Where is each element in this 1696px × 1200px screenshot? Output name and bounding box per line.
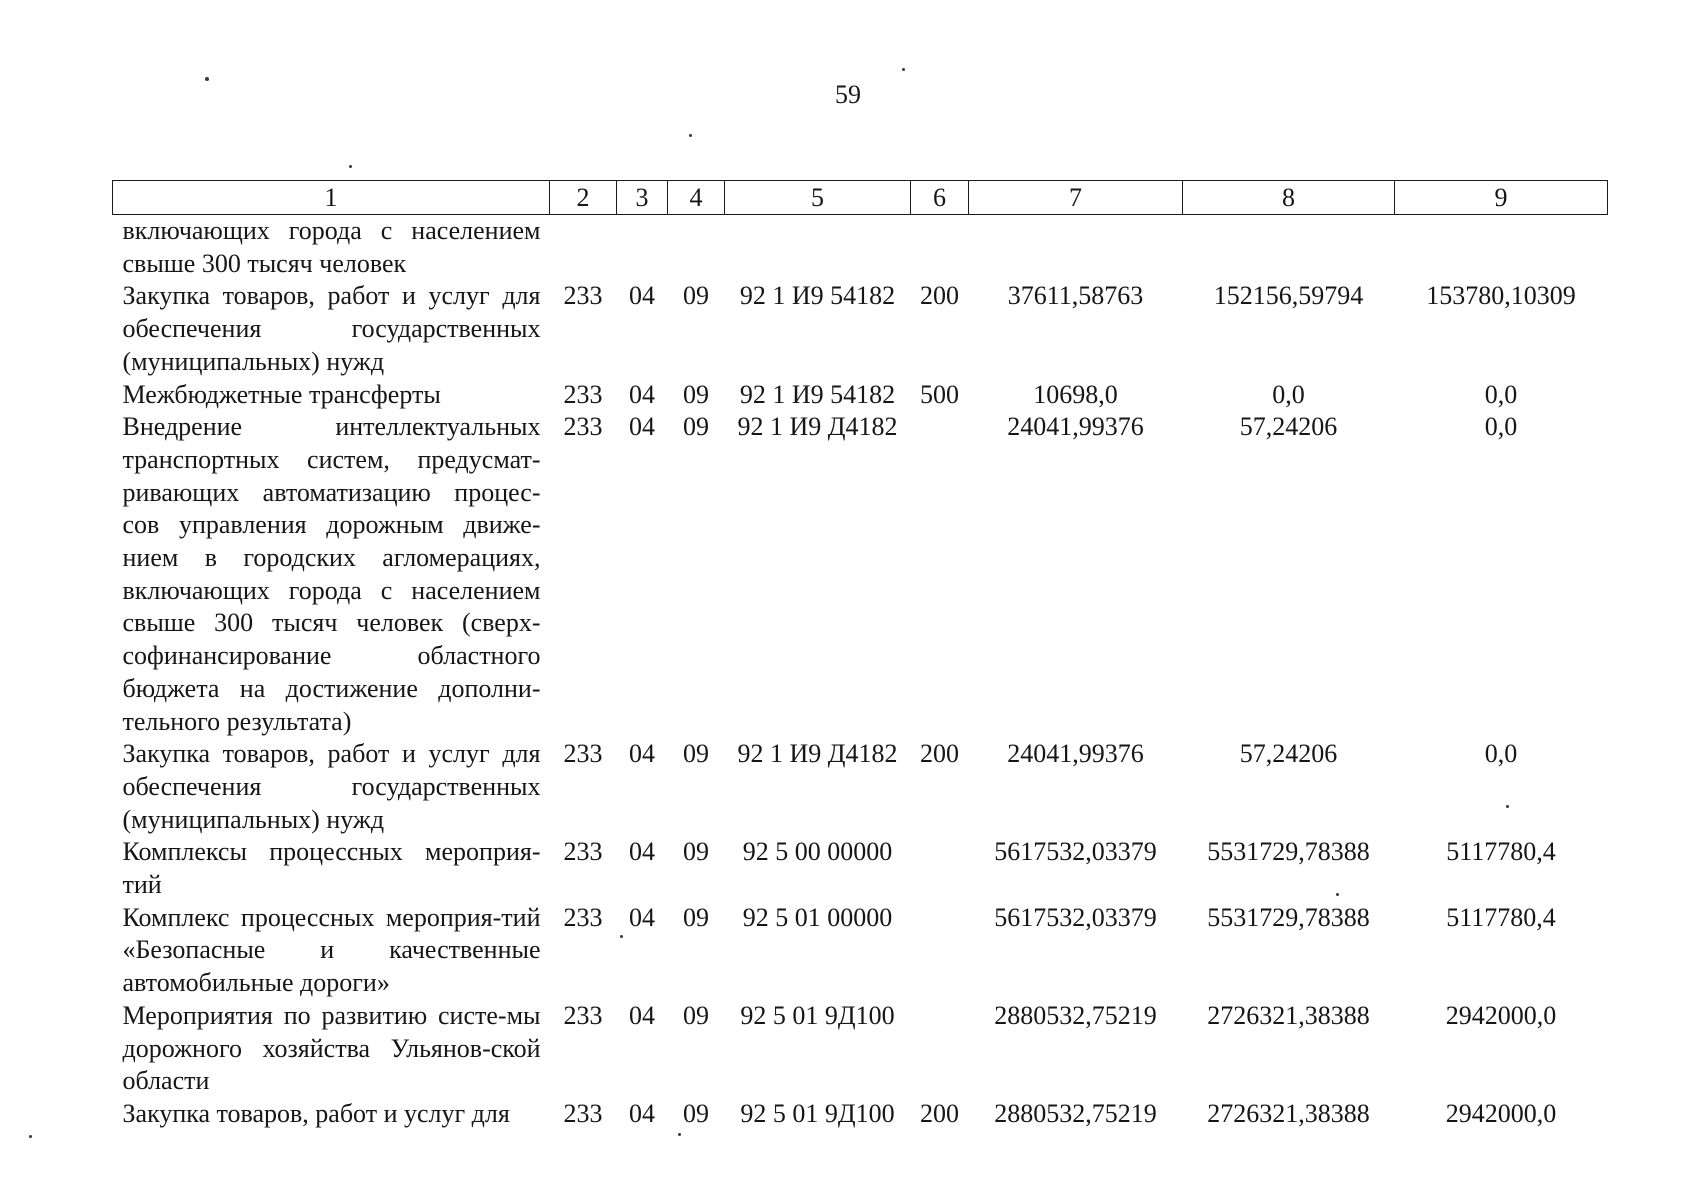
row-amount-year3: 0,0 xyxy=(1484,379,1518,409)
row-amount-year2: 57,24206 xyxy=(1239,739,1338,769)
budget-table xyxy=(112,180,1608,1131)
row-amount-year2 xyxy=(1183,215,1395,281)
row-target-article: 92 1 И9 Д4182 xyxy=(737,739,898,769)
row-section xyxy=(617,215,668,281)
row-amount-year2: 0,0 xyxy=(1272,379,1305,409)
table-row xyxy=(113,836,1608,901)
scan-speck xyxy=(689,134,692,137)
row-target-article xyxy=(725,215,911,281)
table-header xyxy=(113,181,1608,215)
scan-speck xyxy=(29,1135,32,1138)
row-expense-type xyxy=(911,411,969,738)
row-amount-year1: 37611,58763 xyxy=(1007,281,1144,311)
row-expense-type: 500 xyxy=(920,379,959,409)
row-adm-code: 233 xyxy=(563,412,603,442)
row-amount-year1: 5617532,03379 xyxy=(994,837,1157,867)
table-row xyxy=(113,1098,1608,1131)
row-name: включающих города с населением свыше 300 тысяч человек xyxy=(122,216,541,278)
row-target-article: 92 1 И9 Д4182 xyxy=(737,412,898,442)
header-col-4: 4 xyxy=(668,181,725,215)
row-adm-code: 233 xyxy=(563,1098,603,1128)
row-amount-year2: 2726321,38388 xyxy=(1207,1000,1370,1030)
header-col-5: 5 xyxy=(725,181,911,215)
row-expense-type xyxy=(911,1000,969,1098)
row-amount-year1 xyxy=(969,215,1183,281)
row-name: Закупка товаров, работ и услуг для обеспечения государственных (муниципальных) нужд xyxy=(122,281,541,376)
scan-speck xyxy=(902,68,905,71)
row-subsection: 09 xyxy=(683,837,709,867)
row-name: Межбюджетные трансферты xyxy=(122,379,441,409)
row-adm-code: 233 xyxy=(563,837,603,867)
row-section: 04 xyxy=(629,837,655,867)
row-amount-year1: 5617532,03379 xyxy=(994,902,1157,932)
row-subsection: 09 xyxy=(683,1000,709,1030)
row-amount-year3: 2942000,0 xyxy=(1445,1000,1557,1030)
row-name: Внедрение интеллектуальных транспортных систем, предусмат-ривающих автоматизацию процес-сов управления дорожным движе-нием в городских агломерациях, включающих города с населением свыше 300 тысяч человек (сверх-софинансирование областного бюджета на достижение дополни-тельного результата) xyxy=(122,412,541,736)
header-col-1: 1 xyxy=(113,181,550,215)
row-amount-year3 xyxy=(1395,215,1608,281)
row-target-article: 92 5 01 00000 xyxy=(742,902,893,932)
row-adm-code: 233 xyxy=(563,902,603,932)
scan-speck xyxy=(205,77,209,81)
row-amount-year3: 0,0 xyxy=(1484,739,1518,769)
row-target-article: 92 5 01 9Д100 xyxy=(740,1000,895,1030)
row-subsection: 09 xyxy=(683,379,709,409)
row-section: 04 xyxy=(629,1098,655,1128)
row-section: 04 xyxy=(629,379,655,409)
row-amount-year2: 5531729,78388 xyxy=(1207,902,1370,932)
row-section: 04 xyxy=(629,412,655,442)
row-amount-year1: 2880532,75219 xyxy=(994,1098,1157,1128)
row-adm-code xyxy=(550,215,617,281)
row-adm-code: 233 xyxy=(563,739,603,769)
row-amount-year1: 2880532,75219 xyxy=(994,1000,1157,1030)
header-col-2: 2 xyxy=(550,181,617,215)
scan-speck xyxy=(349,165,352,168)
row-expense-type: 200 xyxy=(920,281,959,311)
row-name: Закупка товаров, работ и услуг для обеспечения государственных (муниципальных) нужд xyxy=(122,739,541,834)
row-amount-year1: 24041,99376 xyxy=(1007,739,1144,769)
header-col-9: 9 xyxy=(1395,181,1608,215)
row-name: Комплекс процессных мероприя-тий «Безопасные и качественные автомобильные дороги» xyxy=(122,902,541,998)
row-subsection: 09 xyxy=(683,412,709,442)
row-expense-type: 200 xyxy=(920,739,959,769)
row-name: Закупка товаров, работ и услуг для xyxy=(122,1098,510,1128)
row-name: Мероприятия по развитию систе-мы дорожного хозяйства Ульянов-ской области xyxy=(122,1000,541,1096)
row-amount-year3: 2942000,0 xyxy=(1445,1098,1557,1128)
page-number: 59 xyxy=(835,80,861,109)
row-amount-year2: 57,24206 xyxy=(1239,412,1338,442)
row-amount-year3: 0,0 xyxy=(1484,412,1518,442)
table-row xyxy=(113,280,1608,378)
row-subsection: 09 xyxy=(683,902,709,932)
row-amount-year1: 24041,99376 xyxy=(1007,412,1144,442)
row-expense-type: 200 xyxy=(920,1098,959,1128)
header-col-8: 8 xyxy=(1183,181,1395,215)
row-subsection: 09 xyxy=(683,281,709,311)
row-name: Комплексы процессных мероприя-тий xyxy=(122,837,541,900)
header-col-7: 7 xyxy=(969,181,1183,215)
header-col-3: 3 xyxy=(617,181,668,215)
table-row xyxy=(113,1000,1608,1098)
row-subsection xyxy=(668,215,725,281)
row-section: 04 xyxy=(629,739,655,769)
row-amount-year2: 5531729,78388 xyxy=(1207,837,1370,867)
row-target-article: 92 5 00 00000 xyxy=(742,837,893,867)
row-target-article: 92 5 01 9Д100 xyxy=(740,1098,895,1128)
header-col-6: 6 xyxy=(911,181,969,215)
row-section: 04 xyxy=(629,1000,655,1030)
row-target-article: 92 1 И9 54182 xyxy=(739,379,896,409)
row-amount-year1: 10698,0 xyxy=(1033,379,1118,409)
row-amount-year2: 2726321,38388 xyxy=(1207,1098,1370,1128)
table-row xyxy=(113,411,1608,738)
header-row xyxy=(113,181,1608,215)
row-amount-year3: 5117780,4 xyxy=(1446,837,1556,867)
row-expense-type xyxy=(911,215,969,281)
table-row xyxy=(113,902,1608,1000)
table-body xyxy=(113,215,1608,1131)
row-section: 04 xyxy=(629,902,655,932)
row-amount-year3: 153780,10309 xyxy=(1426,281,1576,311)
row-adm-code: 233 xyxy=(563,281,603,311)
row-expense-type xyxy=(911,902,969,1000)
table-row xyxy=(113,379,1608,412)
row-target-article: 92 1 И9 54182 xyxy=(739,281,896,311)
row-subsection: 09 xyxy=(683,1098,709,1128)
row-amount-year3: 5117780,4 xyxy=(1446,902,1556,932)
scan-speck xyxy=(678,1133,681,1136)
row-amount-year2: 152156,59794 xyxy=(1213,281,1364,311)
table-row xyxy=(113,215,1608,281)
row-expense-type xyxy=(911,836,969,901)
row-section: 04 xyxy=(629,281,655,311)
row-adm-code: 233 xyxy=(563,379,603,409)
table-row xyxy=(113,738,1608,836)
row-subsection: 09 xyxy=(683,739,709,769)
row-adm-code: 233 xyxy=(563,1000,603,1030)
